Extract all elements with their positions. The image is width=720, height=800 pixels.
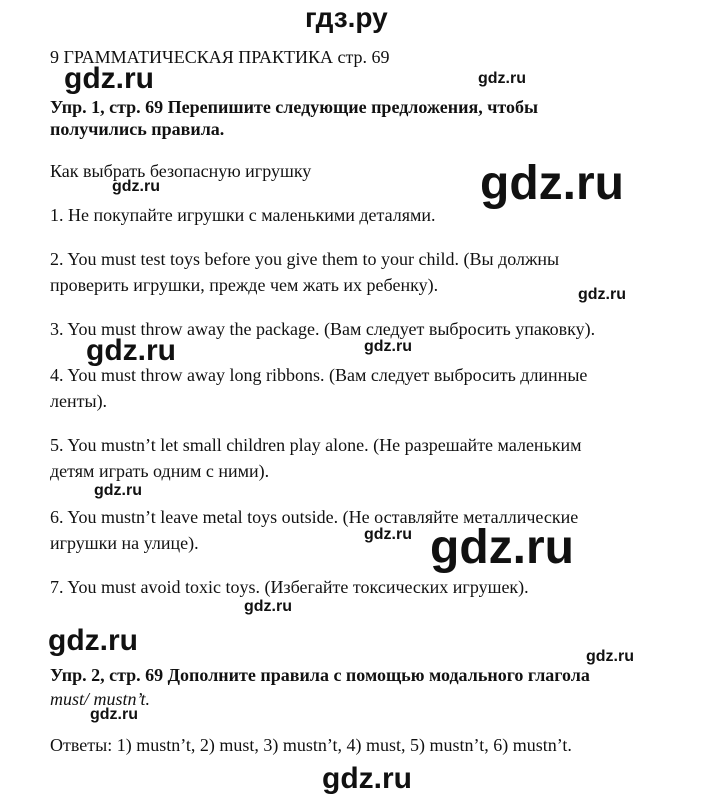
exercise1-title-line1: Упр. 1, стр. 69 Перепишите следующие предложения, чтобы xyxy=(50,97,539,117)
exercise2-modal: must/ mustn’t. xyxy=(50,689,151,709)
watermark: gdz.ru xyxy=(90,706,138,723)
watermark: gdz.ru xyxy=(64,62,154,95)
list-item-6-line2: игрушки на улице). xyxy=(50,533,199,553)
exercise2-title: Упр. 2, стр. 69 Дополните правила с помощью модального глагола xyxy=(50,665,590,685)
watermark: gdz.ru xyxy=(430,521,574,574)
watermark: gdz.ru xyxy=(244,598,292,615)
watermark: gdz.ru xyxy=(586,648,634,665)
section-title: 9 ГРАММАТИЧЕСКАЯ ПРАКТИКА стр. 69 xyxy=(50,47,390,67)
watermark: gdz.ru xyxy=(364,526,412,543)
exercise1-title-line2: получились правила. xyxy=(50,119,225,139)
watermark: gdz.ru xyxy=(322,762,412,795)
site-header: гдз.ру xyxy=(305,2,388,33)
watermark: gdz.ru xyxy=(86,334,176,367)
watermark: gdz.ru xyxy=(94,482,142,499)
list-item-2-line1: 2. You must test toys before you give them to your child. (Вы должны xyxy=(50,249,560,269)
list-item-1: 1. Не покупайте игрушки с маленькими деталями. xyxy=(50,205,436,225)
list-item-2-line2: проверить игрушки, прежде чем жать их ребенку). xyxy=(50,275,439,295)
list-item-5-line2: детям играть одним с ними). xyxy=(50,461,270,481)
exercise2-answers: Ответы: 1) mustn’t, 2) must, 3) mustn’t, 4) must, 5) mustn’t, 6) mustn’t. xyxy=(50,735,572,755)
list-item-4-line2: ленты). xyxy=(50,391,108,411)
list-item-4-line1: 4. You must throw away long ribbons. (Вам следует выбросить длинные xyxy=(50,365,588,385)
list-item-6-line1: 6. You mustn’t leave metal toys outside. (Не оставляйте металлические xyxy=(50,507,579,527)
list-item-3: 3. You must throw away the package. (Вам следует выбросить упаковку). xyxy=(50,319,596,339)
watermark: gdz.ru xyxy=(364,338,412,355)
watermark: gdz.ru xyxy=(112,178,160,195)
list-item-5-line1: 5. You mustn’t let small children play alone. (Не разрешайте маленьким xyxy=(50,435,582,455)
exercise1-subtitle: Как выбрать безопасную игрушку xyxy=(50,161,312,181)
list-item-7: 7. You must avoid toxic toys. (Избегайте токсических игрушек). xyxy=(50,577,529,597)
watermark: gdz.ru xyxy=(480,157,624,210)
watermark: gdz.ru xyxy=(578,286,626,303)
watermark: gdz.ru xyxy=(478,70,526,87)
watermark: gdz.ru xyxy=(48,624,138,657)
